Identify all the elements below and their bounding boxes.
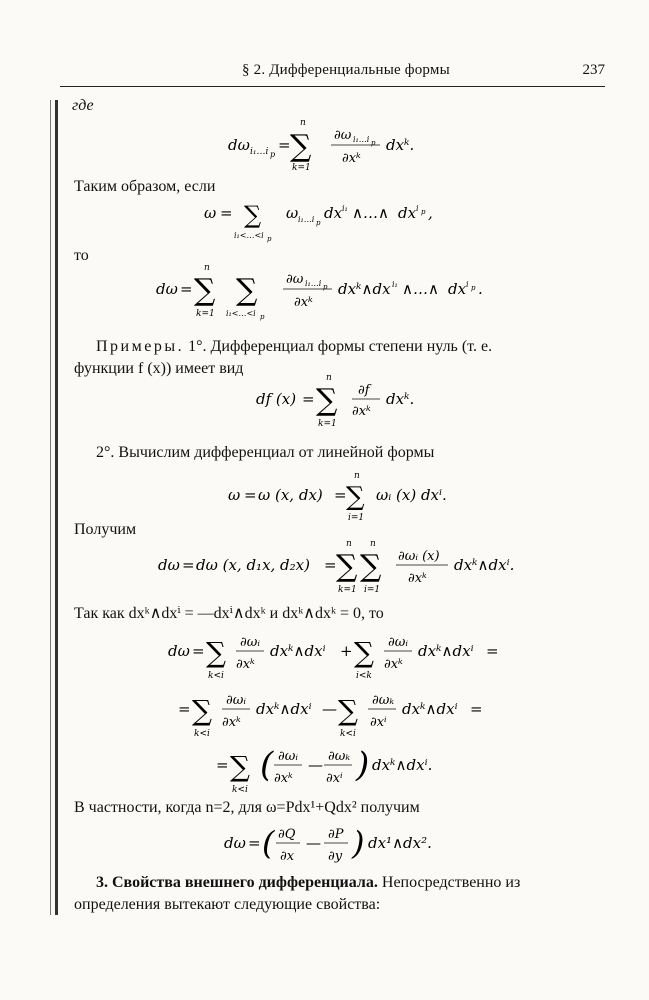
svg-text:=: = (486, 642, 499, 660)
svg-text:∂ωᵢ: ∂ωᵢ (278, 749, 298, 764)
svg-text:=: = (324, 556, 337, 574)
svg-text:∂P: ∂P (328, 827, 344, 842)
svg-text:∂ω: ∂ω (286, 272, 304, 287)
examples-text: 1°. Дифференциал формы степени нуль (т. е. (184, 338, 493, 355)
svg-text:i₁<…<i: i₁<…<i (234, 231, 264, 240)
svg-text:∑: ∑ (244, 201, 262, 229)
svg-text:dω: dω (158, 556, 180, 574)
svg-text:∂xᵏ: ∂xᵏ (352, 404, 371, 419)
svg-text:∂y: ∂y (328, 849, 343, 864)
svg-text:=: = (334, 486, 347, 504)
svg-text:∂xᵏ: ∂xᵏ (222, 715, 241, 730)
running-head: § 2. Дифференциальные формы (242, 62, 450, 78)
svg-text:dω: dω (228, 136, 250, 154)
text-poluchim: Получим (74, 521, 137, 538)
svg-text:∂ωᵢ (x): ∂ωᵢ (x) (398, 549, 440, 564)
svg-text:k<i: k<i (194, 729, 210, 739)
svg-text:k=1: k=1 (292, 163, 311, 173)
header-rule (60, 86, 605, 87)
svg-text:∂xᵏ: ∂xᵏ (294, 295, 313, 310)
svg-text:dxᵏ.: dxᵏ. (386, 390, 415, 408)
svg-text:p: p (260, 313, 265, 321)
svg-text:—: — (306, 834, 321, 852)
svg-text:i₁<…<i: i₁<…<i (226, 309, 256, 318)
svg-text:k<i: k<i (232, 785, 248, 795)
svg-text:dxᵏ∧dxⁱ.: dxᵏ∧dxⁱ. (372, 756, 433, 774)
svg-text:i<k: i<k (356, 671, 372, 681)
examples-line2: функции f (x)) имеет вид (74, 360, 244, 377)
svg-text:dxᵏ∧dxⁱ: dxᵏ∧dxⁱ (402, 700, 458, 718)
svg-text:i₁…i: i₁…i (305, 279, 322, 288)
svg-text:∑: ∑ (236, 273, 258, 308)
svg-text:∑: ∑ (360, 549, 382, 584)
svg-text:p: p (270, 150, 276, 159)
svg-text:dx: dx (398, 204, 417, 222)
svg-text:∑: ∑ (192, 694, 212, 727)
svg-text:=: = (216, 756, 229, 774)
page-header (72, 62, 605, 84)
svg-text:∂xᵏ: ∂xᵏ (236, 657, 255, 672)
svg-text:dx: dx (448, 280, 467, 298)
svg-text:∑: ∑ (194, 273, 216, 308)
svg-text:—: — (322, 700, 337, 718)
svg-text:dxᵏ.: dxᵏ. (386, 136, 415, 154)
svg-text:i₁…i: i₁…i (250, 147, 269, 157)
svg-text:∑: ∑ (338, 694, 358, 727)
margin-bar (55, 100, 58, 915)
svg-text:∂xᵏ: ∂xᵏ (274, 771, 293, 786)
example-2-text: 2°. Вычислим дифференциал от линейной формы (96, 444, 435, 461)
svg-text:i=1: i=1 (364, 585, 381, 595)
svg-text:i₁: i₁ (342, 204, 348, 213)
svg-text:dx¹∧dx².: dx¹∧dx². (368, 834, 432, 852)
svg-text:∂xᵏ: ∂xᵏ (342, 151, 361, 166)
svg-text:∑: ∑ (346, 482, 365, 512)
svg-text:n: n (204, 263, 210, 273)
svg-text:ω (x, dx): ω (x, dx) (258, 486, 323, 504)
svg-text:=: = (302, 390, 315, 408)
svg-text:ω: ω (286, 204, 299, 222)
word-gde: где (72, 97, 94, 114)
svg-text:dxᵏ∧dx: dxᵏ∧dx (338, 280, 391, 298)
svg-text:dω: dω (168, 642, 190, 660)
svg-text:∂xⁱ: ∂xⁱ (326, 771, 343, 786)
svg-text:): ) (352, 824, 365, 862)
equation-3 (156, 258, 516, 322)
svg-text:∂ωᵢ: ∂ωᵢ (226, 693, 246, 708)
svg-text:dω (x, d₁x, d₂x): dω (x, d₁x, d₂x) (196, 556, 310, 574)
svg-text:p: p (371, 139, 376, 147)
svg-text:ωᵢ (x) dxⁱ.: ωᵢ (x) dxⁱ. (376, 486, 447, 504)
svg-text:∂Q: ∂Q (278, 827, 296, 842)
svg-text:∑: ∑ (316, 383, 338, 418)
svg-text:∑: ∑ (354, 636, 374, 669)
svg-text:k=1: k=1 (338, 585, 357, 595)
equation-7 (168, 626, 528, 684)
svg-text:∑: ∑ (230, 750, 250, 783)
text-takim: Таким образом, если (74, 178, 216, 195)
equation-10 (224, 818, 464, 872)
svg-text:=: = (278, 136, 291, 154)
svg-text:i=1: i=1 (348, 513, 365, 523)
svg-text:ω: ω (228, 486, 241, 504)
svg-text:k<i: k<i (340, 729, 356, 739)
equation-2 (204, 196, 494, 248)
svg-text:k=1: k=1 (196, 309, 215, 319)
svg-text:∂xⁱ: ∂xⁱ (370, 715, 387, 730)
svg-text:=: = (244, 486, 257, 504)
svg-text:k<i: k<i (208, 671, 224, 681)
section-3-title: 3. Свойства внешнего дифференциала. (96, 874, 378, 891)
svg-text:∧…∧: ∧…∧ (352, 204, 389, 222)
svg-text:∂ω: ∂ω (334, 128, 352, 143)
examples-label: Примеры. (96, 338, 185, 355)
svg-text:dxᵏ∧dxⁱ: dxᵏ∧dxⁱ (270, 642, 326, 660)
svg-text:dxᵏ∧dxⁱ: dxᵏ∧dxⁱ (256, 700, 312, 718)
equation-6 (158, 536, 528, 600)
svg-text:): ) (356, 745, 370, 785)
svg-text:∂f: ∂f (358, 383, 370, 398)
svg-text:dω: dω (224, 834, 246, 852)
svg-text:∂xᵏ: ∂xᵏ (384, 657, 403, 672)
svg-text:dxᵏ∧dxⁱ: dxᵏ∧dxⁱ (418, 642, 474, 660)
svg-text:i: i (466, 280, 469, 289)
svg-text:∂ωᵢ: ∂ωᵢ (388, 635, 408, 650)
svg-text:.: . (478, 280, 483, 298)
margin-line (50, 100, 51, 915)
svg-text:p: p (323, 283, 328, 291)
svg-text:=: = (180, 280, 193, 298)
text-v-chastnosti: В частности, когда n=2, для ω=Pdx¹+Qdx² получим (74, 799, 420, 816)
svg-text:=: = (182, 556, 195, 574)
svg-text:i: i (416, 204, 419, 213)
section-3-paragraph (74, 872, 594, 916)
svg-text:∂x: ∂x (280, 849, 295, 864)
svg-text:—: — (308, 756, 323, 774)
page-number: 237 (582, 62, 605, 78)
svg-text:(: ( (260, 745, 274, 785)
svg-text:∂ωₖ: ∂ωₖ (328, 749, 351, 764)
svg-text:=: = (220, 204, 233, 222)
svg-text:p: p (471, 284, 476, 292)
equation-8 (178, 684, 528, 742)
svg-text:,: , (428, 204, 433, 222)
svg-text:p: p (267, 235, 272, 243)
equation-5 (228, 468, 468, 528)
svg-text:n: n (346, 539, 352, 549)
svg-text:=: = (470, 700, 483, 718)
svg-text:df (x): df (x) (256, 390, 297, 408)
svg-text:n: n (370, 539, 376, 549)
svg-text:=: = (178, 700, 191, 718)
svg-text:∑: ∑ (206, 636, 226, 669)
text-to: то (74, 247, 89, 264)
svg-text:i₁…i: i₁…i (298, 215, 315, 224)
text-tak-kak: Так как dxᵏ∧dxⁱ = —dxⁱ∧dxᵏ и dxᵏ∧dxᵏ = 0, то (74, 605, 384, 622)
section-3-line2: определения вытекают следующие свойства: (74, 896, 381, 913)
svg-text:=: = (248, 834, 261, 852)
svg-text:dx: dx (324, 204, 343, 222)
svg-text:p: p (421, 208, 426, 216)
svg-text:i₁…i: i₁…i (353, 135, 370, 144)
svg-text:n: n (300, 118, 306, 128)
svg-text:p: p (316, 219, 321, 227)
equation-1 (228, 112, 468, 176)
svg-text:(: ( (262, 824, 275, 862)
equation-4 (256, 372, 456, 436)
svg-text:∂xᵏ: ∂xᵏ (408, 571, 427, 586)
equation-9 (216, 738, 476, 800)
svg-text:∑: ∑ (290, 129, 312, 164)
svg-text:i₁: i₁ (392, 280, 398, 289)
svg-text:∑: ∑ (336, 549, 358, 584)
svg-text:n: n (354, 471, 360, 481)
svg-text:n: n (326, 373, 332, 383)
svg-text:dxᵏ∧dxⁱ.: dxᵏ∧dxⁱ. (454, 556, 515, 574)
svg-text:∧…∧: ∧…∧ (402, 280, 439, 298)
svg-text:+: + (340, 642, 353, 660)
svg-text:=: = (192, 642, 205, 660)
svg-text:dω: dω (156, 280, 178, 298)
section-3-text: Непосредственно из (377, 874, 521, 891)
svg-text:∂ωᵢ: ∂ωᵢ (240, 635, 260, 650)
svg-text:∂ωₖ: ∂ωₖ (372, 693, 395, 708)
svg-text:ω: ω (204, 204, 217, 222)
svg-text:k=1: k=1 (318, 419, 337, 429)
